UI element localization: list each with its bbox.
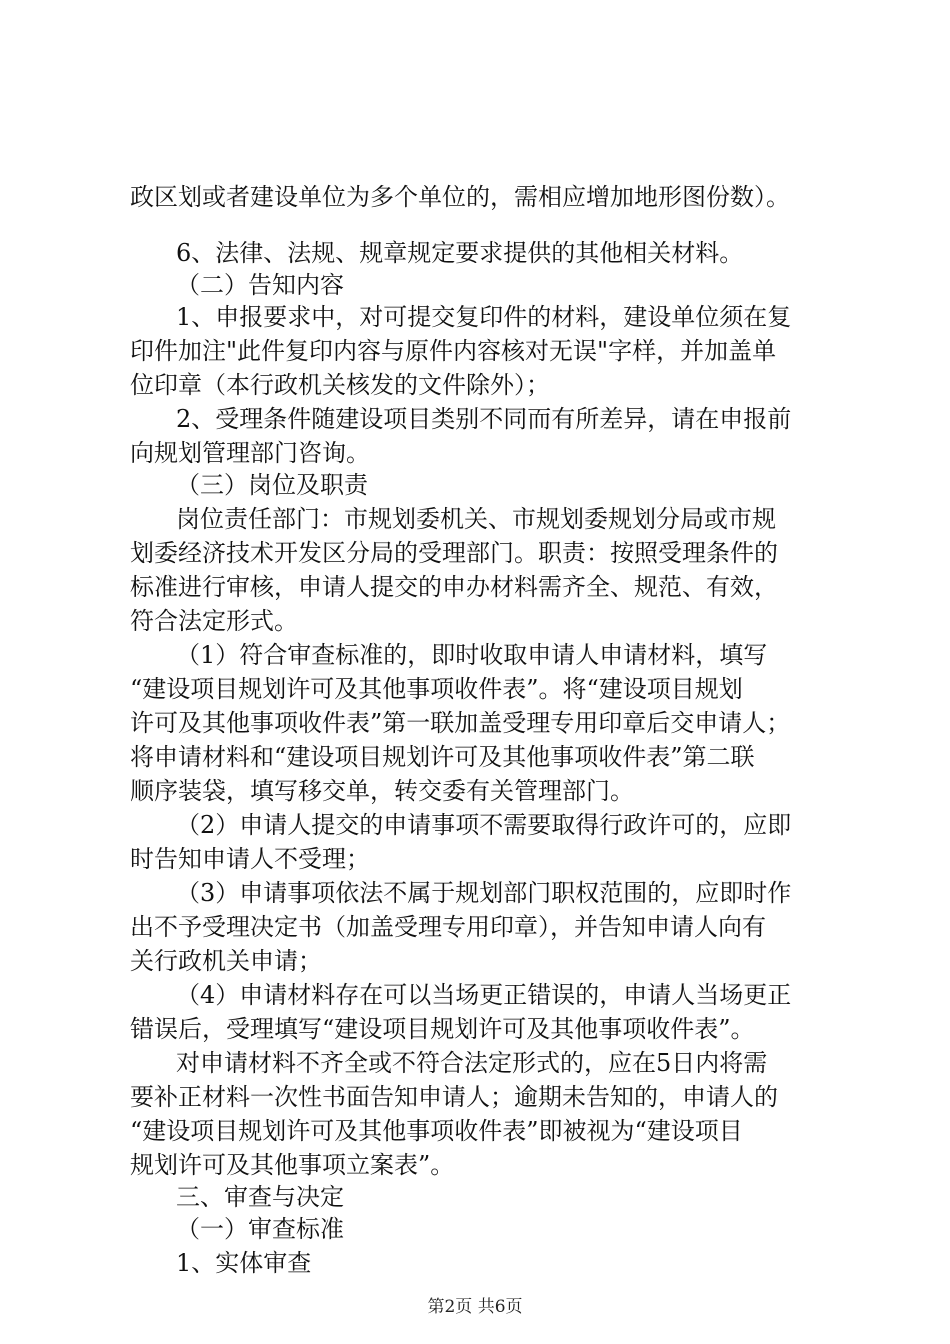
text-line: 顺序装袋，填写移交单，转交委有关管理部门。	[130, 777, 634, 805]
section-heading: 1、实体审查	[176, 1249, 312, 1277]
text-line: （2）申请人提交的申请事项不需要取得行政许可的，应即	[176, 811, 792, 839]
section-heading: （一）审查标准	[176, 1215, 344, 1243]
section-heading: （二）告知内容	[176, 271, 344, 299]
text-line: 出不予受理决定书（加盖受理专用印章），并告知申请人向有	[130, 913, 766, 941]
text-line: 2、受理条件随建设项目类别不同而有所差异，请在申报前	[176, 405, 792, 433]
text-line: 印件加注"此件复印内容与原件内容核对无误"字样，并加盖单	[130, 337, 777, 365]
text-line: 将申请材料和“建设项目规划许可及其他事项收件表”第二联	[130, 743, 755, 771]
text-line: 标准进行审核，申请人提交的申办材料需齐全、规范、有效，	[130, 573, 778, 601]
text-line: 符合法定形式。	[130, 607, 298, 635]
text-line: （1）符合审查标准的，即时收取申请人申请材料，填写	[176, 641, 768, 669]
page-footer: 第2页 共6页	[427, 1297, 523, 1317]
text-line: 对申请材料不齐全或不符合法定形式的，应在5日内将需	[176, 1049, 768, 1077]
text-line: 许可及其他事项收件表”第一联加盖受理专用印章后交申请人；	[130, 709, 791, 737]
text-line: （4）申请材料存在可以当场更正错误的，申请人当场更正	[176, 981, 792, 1009]
text-line: 6、法律、法规、规章规定要求提供的其他相关材料。	[176, 239, 744, 267]
text-line: “建设项目规划许可及其他事项收件表”即被视为“建设项目	[130, 1117, 743, 1145]
text-line: 划委经济技术开发区分局的受理部门。职责：按照受理条件的	[130, 539, 778, 567]
text-line: 1、申报要求中，对可提交复印件的材料，建设单位须在复	[176, 303, 792, 331]
text-line: （3）申请事项依法不属于规划部门职权范围的，应即时作	[176, 879, 792, 907]
text-line: 位印章（本行政机关核发的文件除外）；	[130, 371, 550, 399]
text-line: 政区划或者建设单位为多个单位的，需相应增加地形图份数）。	[130, 183, 790, 211]
text-line: 岗位责任部门：市规划委机关、市规划委规划分局或市规	[176, 505, 776, 533]
text-line: 关行政机关申请；	[130, 947, 322, 975]
text-line: 要补正材料一次性书面告知申请人；逾期未告知的，申请人的	[130, 1083, 778, 1111]
text-line: 时告知申请人不受理；	[130, 845, 370, 873]
text-line: 错误后，受理填写“建设项目规划许可及其他事项收件表”。	[130, 1015, 755, 1043]
text-line: 规划许可及其他事项立案表”。	[130, 1151, 455, 1179]
text-line: 向规划管理部门咨询。	[130, 439, 370, 467]
section-heading: 三、审查与决定	[176, 1183, 344, 1211]
section-heading: （三）岗位及职责	[176, 471, 368, 499]
text-line: “建设项目规划许可及其他事项收件表”。将“建设项目规划	[130, 675, 743, 703]
